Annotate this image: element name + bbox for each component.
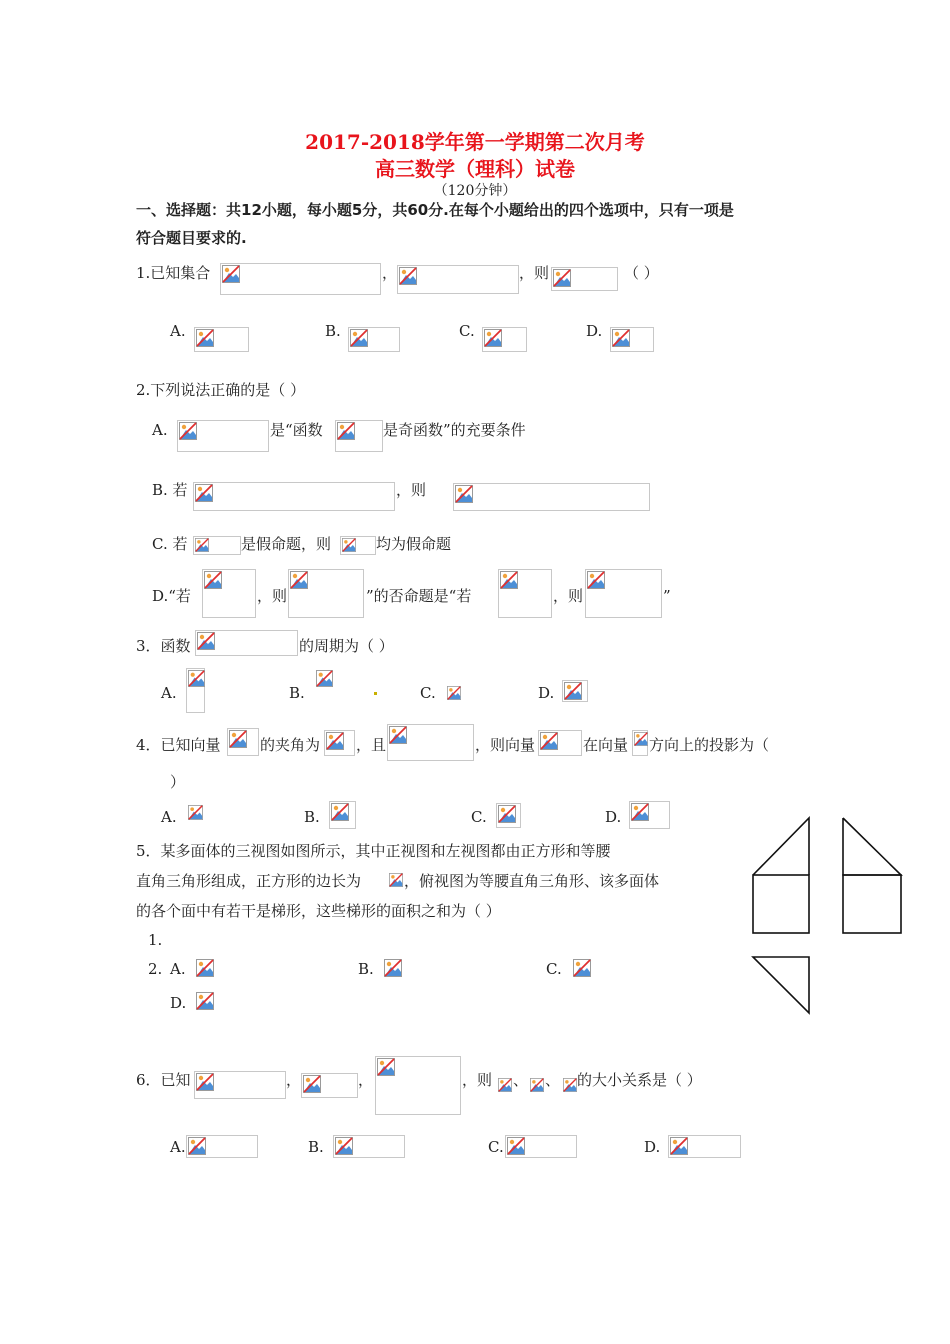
broken-image-icon [350, 329, 368, 347]
q2-option-d-then2: ，则 [553, 587, 584, 605]
formula-image [186, 1135, 258, 1158]
formula-image [340, 536, 376, 555]
q2-option-a-text2: 是奇函数”的充要条件 [383, 421, 526, 439]
q1-answer-paren: （ ） [624, 264, 659, 282]
q6-stem-end: 的大小关系是（ ） [577, 1071, 702, 1089]
section-instructions-line2: 符合题目要求的. [136, 229, 247, 247]
q6-stem: 6．已知 [136, 1071, 191, 1089]
broken-image-icon [229, 730, 247, 748]
formula-image [195, 630, 298, 656]
q5-stem-line3: 的各个面中有若干是梯形，这些梯形的面积之和为（ ） [136, 902, 501, 920]
formula-image [202, 569, 256, 618]
q3-option-b-label: B. [289, 684, 305, 702]
q4-close-paren: ） [170, 773, 186, 791]
broken-image-icon [507, 1137, 525, 1155]
formula-image [387, 724, 474, 761]
broken-image-icon [335, 1137, 353, 1155]
q5-option-b-label: B. [358, 960, 374, 978]
q1-option-a-label: A. [170, 322, 186, 340]
formula-image [445, 684, 462, 700]
broken-image-icon [331, 803, 349, 821]
q2-option-c-label: C. 若 [152, 535, 188, 553]
broken-image-icon [195, 538, 209, 552]
side-view [843, 818, 901, 933]
q5-list-num2: 2. [148, 960, 163, 978]
broken-image-icon [455, 485, 473, 503]
q6-option-d-label: D. [644, 1138, 661, 1156]
broken-image-icon [303, 1075, 321, 1093]
broken-image-icon [498, 805, 516, 823]
q4-projection-text: 方向上的投影为（ [649, 736, 770, 754]
formula-image [562, 680, 588, 702]
broken-image-icon [197, 632, 215, 650]
q4-angle-text: 的夹角为 [260, 736, 321, 754]
formula-image [227, 728, 259, 756]
broken-image-icon [316, 670, 333, 687]
q1-then: ，则 [519, 264, 550, 282]
formula-image [324, 730, 355, 756]
q1-option-b-label: B. [325, 322, 341, 340]
formula-image [561, 1076, 577, 1095]
q5-list-num1: 1. [148, 931, 163, 949]
q6-separator2: 、 [545, 1071, 561, 1089]
q4-on-text: 在向量 [583, 736, 629, 754]
broken-image-icon [342, 538, 356, 552]
formula-image [505, 1135, 577, 1158]
q2-stem: 2.下列说法正确的是（ ） [136, 381, 306, 399]
broken-image-icon [670, 1137, 688, 1155]
formula-image [288, 569, 364, 618]
q4-option-b-label: B. [304, 808, 320, 826]
broken-image-icon [188, 805, 203, 820]
formula-image [186, 668, 205, 713]
q4-stem: 4．已知向量 [136, 736, 221, 754]
q5-stem-line1: 5．某多面体的三视图如图所示，其中正视图和左视图都由正方形和等腰 [136, 842, 611, 860]
broken-image-icon [326, 732, 344, 750]
broken-image-icon [563, 1078, 577, 1092]
broken-image-icon [587, 571, 605, 589]
broken-image-icon [188, 1137, 206, 1155]
broken-image-icon [196, 959, 214, 977]
q2-option-d-close: ” [663, 587, 671, 605]
q6-option-b-label: B. [308, 1138, 324, 1156]
formula-image [629, 801, 670, 829]
q2-option-c-text1: 是假命题，则 [241, 535, 332, 553]
formula-image [193, 536, 241, 555]
broken-image-icon [384, 959, 402, 977]
q5-option-c-label: C. [546, 960, 562, 978]
formula-image [387, 871, 403, 890]
formula-image [397, 265, 519, 294]
q3-option-a-label: A. [161, 684, 177, 702]
broken-image-icon [447, 686, 461, 700]
broken-image-icon [188, 670, 205, 687]
formula-image [668, 1135, 741, 1158]
formula-image [335, 420, 383, 452]
q6-option-a-label: A. [170, 1138, 186, 1156]
broken-image-icon [204, 571, 222, 589]
formula-image [220, 263, 381, 295]
q4-and-text: ，且 [356, 736, 387, 754]
formula-image [301, 1073, 358, 1098]
broken-image-icon [377, 1058, 395, 1076]
formula-image [551, 267, 618, 291]
broken-image-icon [484, 329, 502, 347]
dot-mark [374, 692, 377, 695]
broken-image-icon [498, 1078, 512, 1092]
q2-option-b-text: ，则 [396, 481, 427, 499]
formula-image [632, 730, 648, 756]
q6-then: ，则 [462, 1071, 493, 1089]
q4-option-d-label: D. [605, 808, 622, 826]
broken-image-icon [290, 571, 308, 589]
q5-option-d-label: D. [170, 994, 187, 1012]
broken-image-icon [500, 571, 518, 589]
formula-image [194, 990, 216, 1012]
q3-stem: 3．函数 [136, 637, 191, 655]
q6-comma1: ， [286, 1071, 302, 1089]
formula-image [496, 1076, 513, 1095]
front-view [753, 818, 809, 933]
q1-option-c-label: C. [459, 322, 475, 340]
q4-option-c-label: C. [471, 808, 487, 826]
formula-image [538, 730, 582, 756]
formula-image [610, 327, 654, 352]
q1-stem: 1.已知集合 [136, 264, 211, 282]
broken-image-icon [634, 732, 648, 746]
formula-image [193, 482, 395, 511]
q6-comma2: ， [358, 1071, 374, 1089]
formula-image [375, 1056, 461, 1115]
q2-option-d-negation: ”的否命题是“若 [366, 587, 472, 605]
formula-image [482, 327, 527, 352]
formula-image [314, 668, 333, 713]
broken-image-icon [337, 422, 355, 440]
q5-stem-line2a: 直角三角形组成，正方形的边长为 [136, 872, 362, 890]
broken-image-icon [399, 267, 417, 285]
broken-image-icon [389, 873, 403, 887]
formula-image [333, 1135, 405, 1158]
broken-image-icon [195, 484, 213, 502]
q3-option-c-label: C. [420, 684, 436, 702]
formula-image [585, 569, 662, 618]
exam-title-line1: 2017-2018学年第一学期第二次月考 [305, 130, 645, 154]
section-instructions-line1: 一、选择题：共12小题，每小题5分，共60分.在每个小题给出的四个选项中，只有一项是 [136, 201, 734, 219]
q2-option-d-then: ，则 [257, 587, 288, 605]
exam-title-line2: 高三数学（理科）试卷 [375, 157, 575, 181]
formula-image [348, 327, 400, 352]
broken-image-icon [179, 422, 197, 440]
broken-image-icon [564, 682, 582, 700]
formula-image [498, 569, 552, 618]
formula-image [194, 957, 216, 979]
broken-image-icon [196, 1073, 214, 1091]
broken-image-icon [540, 732, 558, 750]
three-view-figure [748, 815, 908, 1020]
formula-image [186, 803, 203, 827]
q2-option-b-label: B. 若 [152, 481, 188, 499]
broken-image-icon [573, 959, 591, 977]
formula-image [177, 420, 269, 452]
q6-separator1: 、 [513, 1071, 529, 1089]
q1-option-d-label: D. [586, 322, 603, 340]
q4-then-text: ，则向量 [475, 736, 536, 754]
q1-comma: ， [382, 264, 398, 282]
broken-image-icon [631, 803, 649, 821]
formula-image [453, 483, 650, 511]
q2-option-a-text1: 是“函数 [270, 421, 323, 439]
q6-option-c-label: C. [488, 1138, 504, 1156]
formula-image [496, 803, 521, 828]
q3-stem-end: 的周期为（ ） [299, 637, 394, 655]
q3-option-d-label: D. [538, 684, 555, 702]
broken-image-icon [612, 329, 630, 347]
broken-image-icon [553, 269, 571, 287]
top-view [753, 957, 809, 1013]
q2-option-a-label: A. [152, 421, 168, 439]
q5-option-a-label: A. [170, 960, 186, 978]
broken-image-icon [222, 265, 240, 283]
formula-image [571, 957, 593, 979]
formula-image [382, 957, 404, 979]
broken-image-icon [389, 726, 407, 744]
formula-image [194, 327, 249, 352]
formula-image [194, 1071, 286, 1099]
q2-option-c-text2: 均为假命题 [376, 535, 452, 553]
broken-image-icon [196, 992, 214, 1010]
broken-image-icon [196, 329, 214, 347]
formula-image [528, 1076, 545, 1095]
formula-image [329, 801, 356, 829]
broken-image-icon [530, 1078, 544, 1092]
q5-stem-line2b: ，俯视图为等腰直角三角形、该多面体 [404, 872, 660, 890]
exam-duration: （120分钟） [433, 183, 517, 199]
q4-option-a-label: A. [161, 808, 177, 826]
q2-option-d-label: D.“若 [152, 587, 191, 605]
